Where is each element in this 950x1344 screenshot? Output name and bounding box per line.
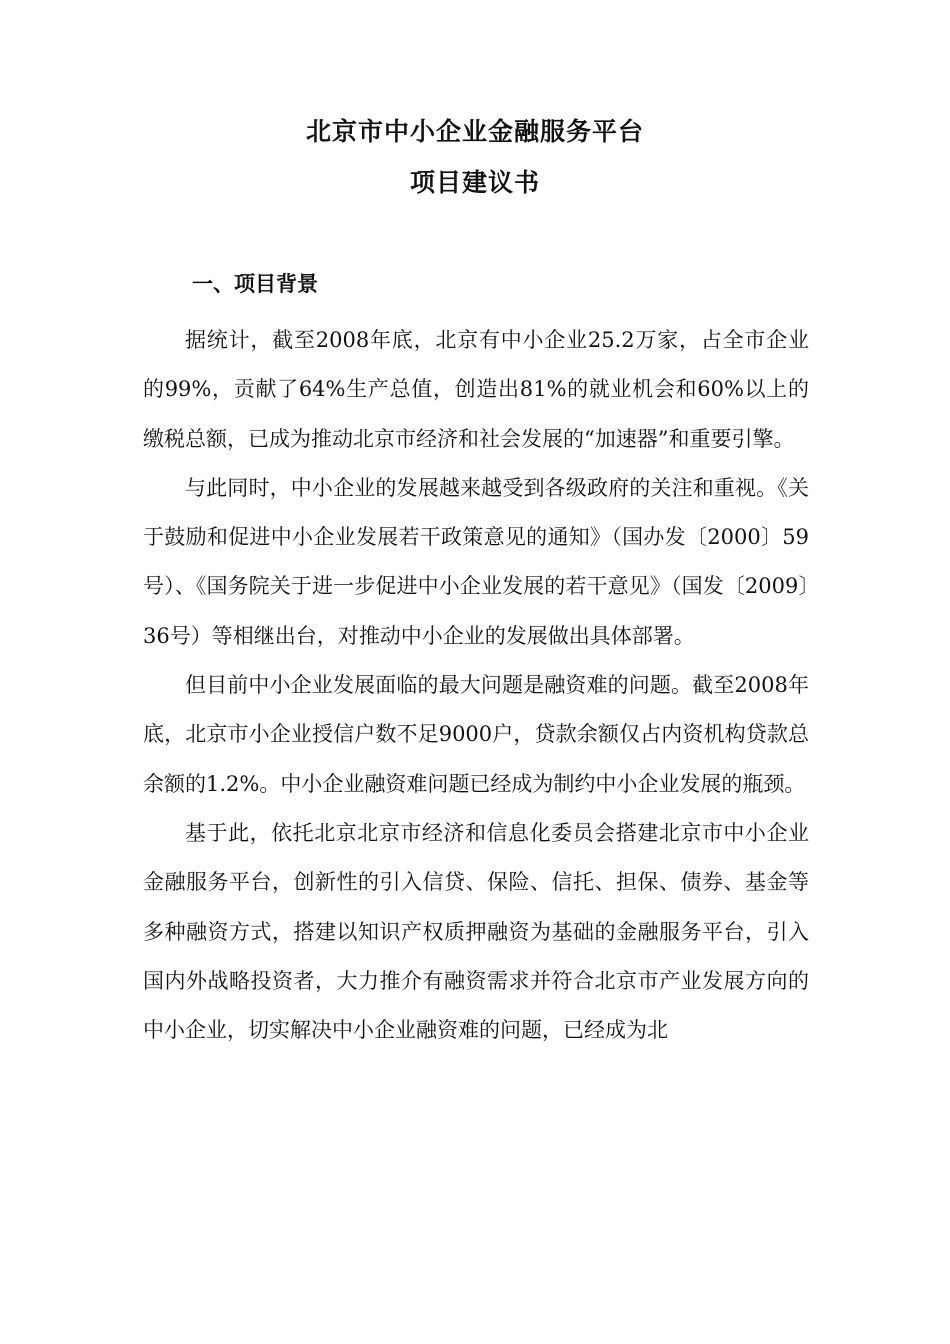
document-title: 北京市中小企业金融服务平台 xyxy=(305,117,644,146)
section-body xyxy=(143,316,809,1055)
paragraph-financing-problem: 但目前中小企业发展面临的最大问题是融资难的问题。截至2008年底，北京市小企业授信户数不足9000户，贷款余额仅占内资机构贷款总余额的1.2%。中小企业融资难问题已经成为制约中小企业发展的瓶颈。 xyxy=(143,673,809,796)
document-subtitle: 项目建议书 xyxy=(409,168,540,197)
paragraph-policy: 与此同时，中小企业的发展越来越受到各级政府的关注和重视。《关于鼓励和促进中小企业发展若干政策意见的通知》（国办发〔2000〕59号）、《国务院关于进一步促进中小企业发展的若干意见》（国发〔2009〕36号）等相继出台，对推动中小企业的发展做出具体部署。 xyxy=(143,475,809,648)
section-heading-background: 一、项目背景 xyxy=(192,272,318,296)
paragraph-platform-plan: 基于此，依托北京北京市经济和信息化委员会搭建北京市中小企业金融服务平台，创新性的引入信贷、保险、信托、担保、债券、基金等多种融资方式，搭建以知识产权质押融资为基础的金融服务平台，引入国内外战略投资者，大力推介有融资需求并符合北京市产业发展方向的中小企业，切实解决中小企业融资难的问题，已经成为北 xyxy=(143,820,809,1043)
paragraph-statistics: 据统计，截至2008年底，北京有中小企业25.2万家，占全市企业的99%，贡献了64%生产总值，创造出81%的就业机会和60%以上的缴税总额，已成为推动北京市经济和社会发展的“加速器”和重要引擎。 xyxy=(143,328,809,451)
